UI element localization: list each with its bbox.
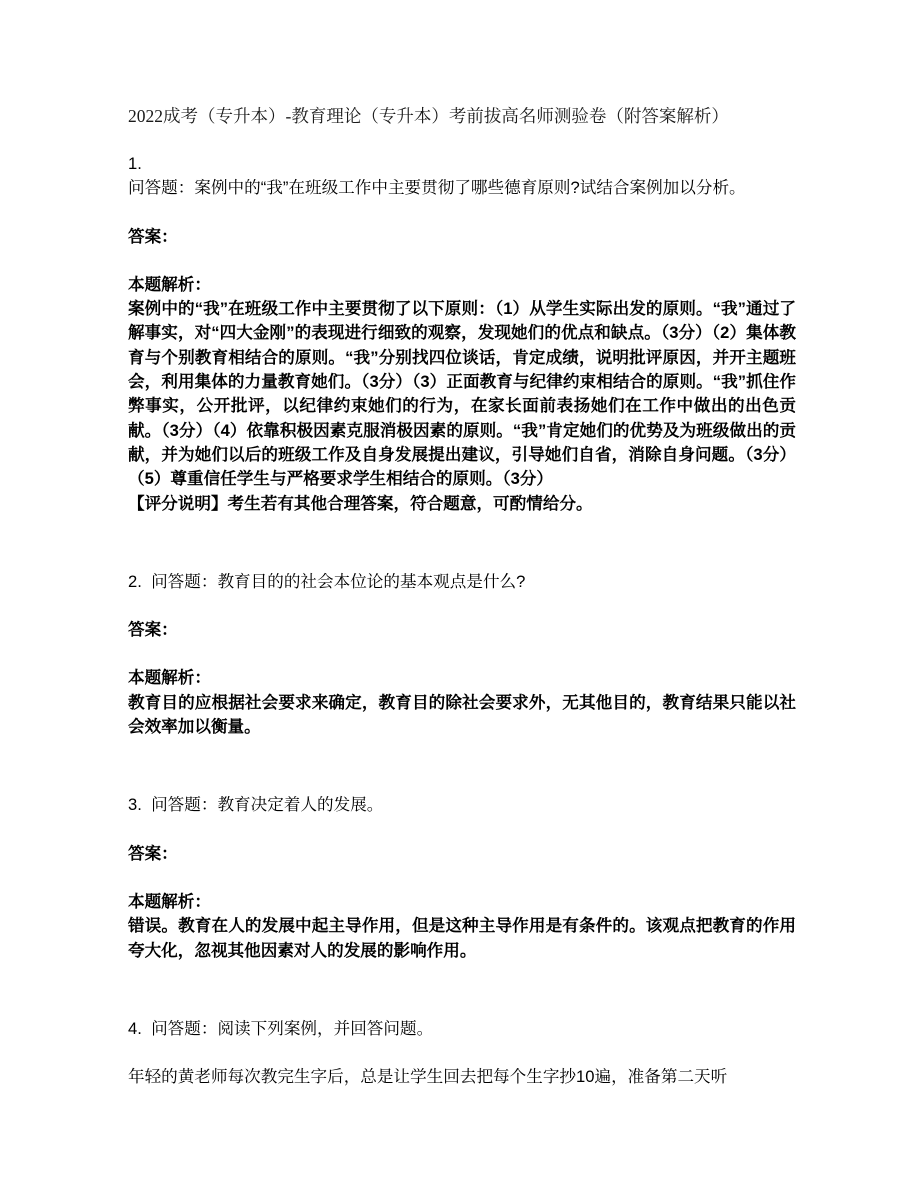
question-text-4: 问答题：阅读下列案例，并回答问题。 [151,1018,434,1038]
analysis-text-2: 教育目的应根据社会要求来确定，教育目的除社会要求外，无其他目的，教育结果只能以社会效率加以衡量。 [128,692,796,737]
question-block-1 [128,152,796,516]
document-body [128,152,796,1115]
question-number-4: 4. [128,1018,142,1038]
analysis-label-3: 本题解析： [128,891,211,911]
question-number-2: 2. [128,571,142,591]
analysis-text-3: 错误。教育在人的发展中起主导作用，但是这种主导作用是有条件的。该观点把教育的作用夸大化，忽视其他因素对人的发展的影响作用。 [128,916,796,960]
answer-label-3: 答案： [128,843,178,863]
question-number-1: 1. [128,154,142,173]
question-line-3 [128,793,796,817]
question-line-2 [128,570,796,594]
question-block-2 [128,570,796,739]
case-text-4: 年轻的黄老师每次教完生字后，总是让学生回去把每个生字抄10遍，准备第二天听 [128,1067,728,1087]
answer-label-2: 答案： [128,620,178,640]
analysis-label-2: 本题解析： [128,668,211,688]
analysis-label-1: 本题解析： [128,274,211,294]
scoring-note-1: 【评分说明】考生若有其他合理答案，符合题意，可酌情给分。 [128,493,593,513]
page-title: 2022成考（专升本）-教育理论（专升本）考前拔高名师测验卷（附答案解析） [128,106,729,126]
question-block-4 [128,1017,796,1090]
block-spacer [128,765,796,793]
question-text-1: 问答题：案例中的“我”在班级工作中主要贯彻了哪些德育原则?试结合案例加以分析。 [128,178,746,198]
question-line-4 [128,1017,796,1041]
block-spacer [128,542,796,570]
question-text-3: 问答题：教育决定着人的发展。 [151,795,384,815]
question-text-2: 问答题：教育目的的社会本位论的基本观点是什么? [151,571,526,591]
analysis-text-1: 案例中的“我”在班级工作中主要贯彻了以下原则：（1）从学生实际出发的原则。“我”通过了解事实，对“四大金刚”的表现进行细致的观察，发现她们的优点和缺点。（3分）（2）集体教育与个别教育相结合的原则。“我”分别找四位谈话，肯定成绩，说明批评原因，并开主题班会，利用集体的力量教育她们。（3分）（3）正面教育与纪律约束相结合的原则。“我”抓住作弊事实，公开批评，以纪律约束她们的行为，在家长面前表扬她们在工作中做出的出色贡献。（3分）（4）依靠积极因素克服消极因素的原则。“我”肯定她们的优势及为班级做出的贡献，并为她们以后的班级工作及自身发展提出建议，引导她们自省，消除自身问题。（3分）（5）尊重信任学生与严格要求学生相结合的原则。（3分） [128,299,796,489]
question-number-3: 3. [128,795,142,815]
question-block-3 [128,793,796,962]
answer-label-1: 答案： [128,226,178,246]
block-spacer [128,989,796,1017]
